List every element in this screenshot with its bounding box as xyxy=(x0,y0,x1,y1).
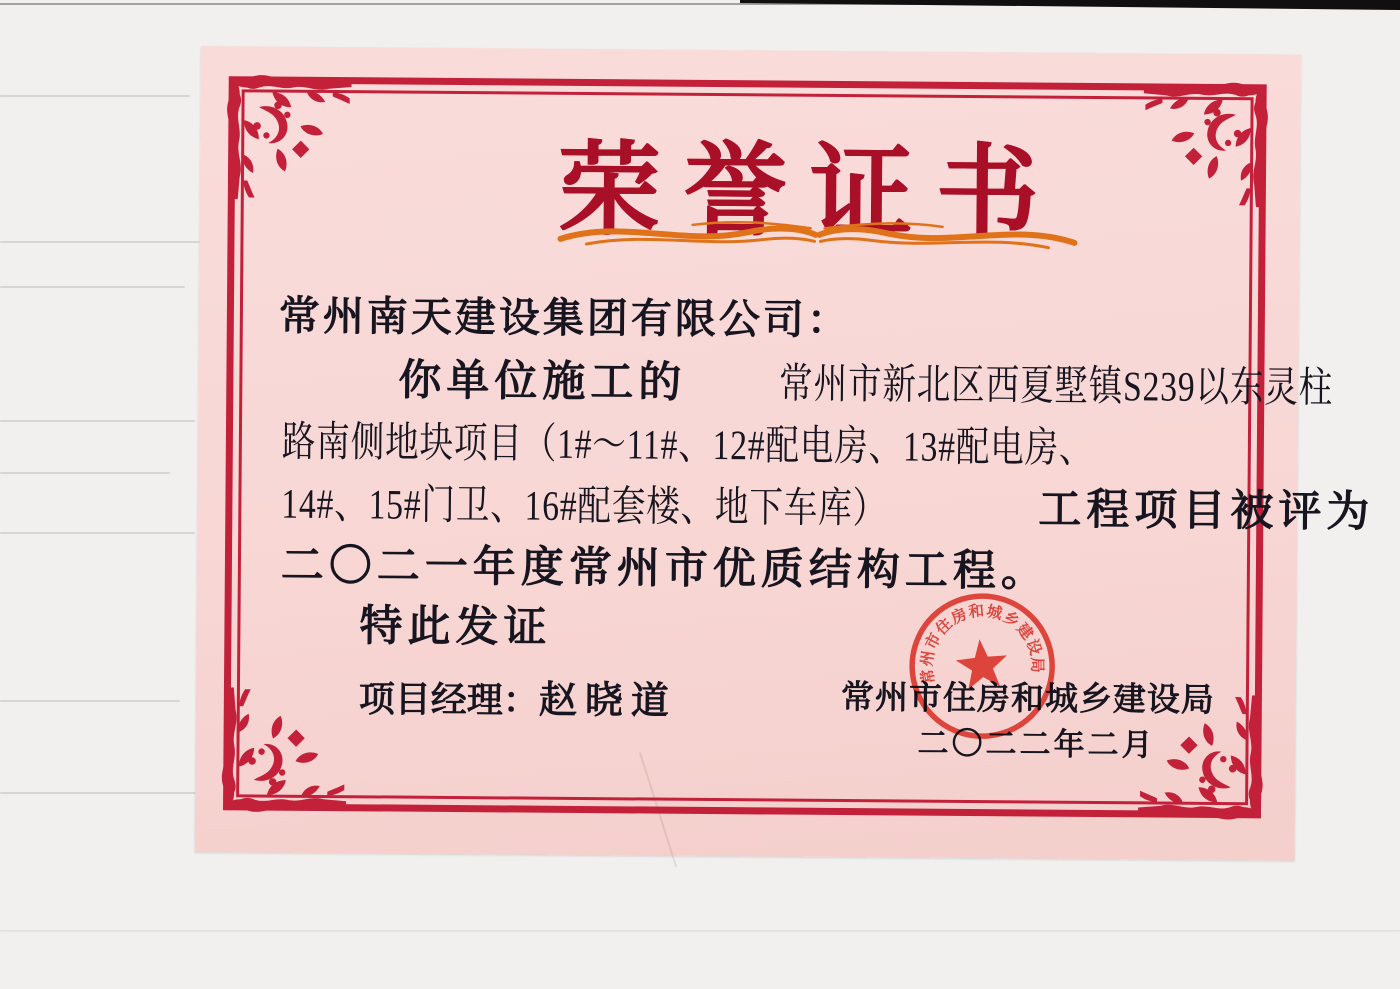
official-seal xyxy=(888,572,1076,760)
corner-ornament-icon xyxy=(214,687,347,820)
body-line-3-printed: 工程项目被评为 xyxy=(1038,486,1375,537)
body-line-2-filled: 路南侧地块项目（1#～11#、12#配电房、13#配电房、 xyxy=(281,419,1094,473)
scan-streak xyxy=(0,792,200,794)
scan-streak xyxy=(0,420,195,422)
manager-label: 项目经理： xyxy=(358,678,540,721)
recipient-line: 常州南天建设集团有限公司： xyxy=(278,292,852,344)
scan-streak xyxy=(0,532,195,534)
corner-ornament-icon xyxy=(1143,74,1276,207)
scan-streak xyxy=(0,700,180,702)
body-line-1-filled: 常州市新北区西夏墅镇S239以东灵柱 xyxy=(778,361,1334,412)
scanner-edge-shadow xyxy=(740,0,1400,10)
corner-ornament-icon xyxy=(219,67,352,200)
body-line-3 xyxy=(281,479,1375,538)
seal-arc-text: 常州市住房和城乡建设局 xyxy=(918,602,1046,686)
body-line-4-printed: 二〇二一年度常州市优质结构工程。 xyxy=(280,542,1050,596)
issuer-name: 常州市住房和城乡建设局 xyxy=(840,680,1216,719)
manager-line xyxy=(359,667,677,724)
closing-line xyxy=(359,601,1339,660)
title-flourish-icon xyxy=(551,217,1083,251)
body-line-2 xyxy=(282,417,1262,476)
certificate-paper xyxy=(195,46,1375,861)
issue-date: 二〇二二年二月 xyxy=(917,725,1156,763)
body-line-1-printed: 你单位施工的 xyxy=(398,357,687,407)
scan-streak xyxy=(0,241,200,243)
scan-streak xyxy=(0,286,185,288)
scan-streak xyxy=(0,930,1400,932)
closing-text: 特此发证 xyxy=(359,603,552,652)
body-line-4 xyxy=(281,541,1261,600)
body-line-1 xyxy=(282,355,1334,414)
scan-streak xyxy=(0,95,190,97)
certificate-title: 荣誉证书 xyxy=(557,134,1063,252)
scan-streak xyxy=(0,472,170,474)
seal-star-icon xyxy=(954,637,1010,691)
body-line-3-filled: 14#、15#门卫、16#配套楼、地下车库） xyxy=(281,481,888,533)
manager-name: 赵晓道 xyxy=(538,679,678,723)
